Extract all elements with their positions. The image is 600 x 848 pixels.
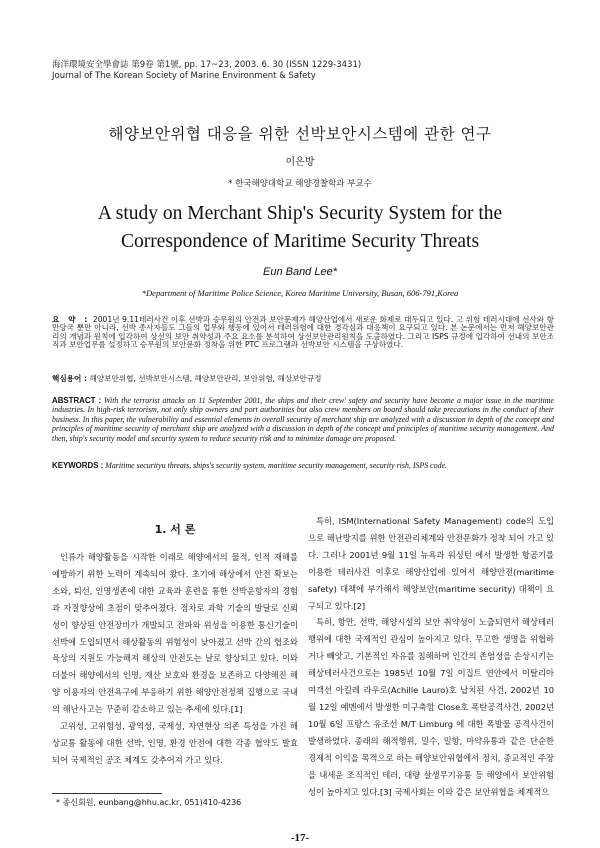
footnote-author-contact: * 종신회원, eunbang@hhu.ac.kr, 051)410-4236: [56, 798, 242, 807]
abstract-english-text: With the terrorist attacks on 11 September 2001, the ships and their crew' safety and security have become a major issue in the maritime industries. In high-risk terrorism, not only ship owners and port authorities but also crew members on board should take precautions in the conduct of their business. In this paper, the vulnerability and essential elements in overall security of merchant ship are analyzed with a discussion in depth of the concept and principles of maritime security of merchant ship are analyzed with a discussion in depth of the concept and principles of maritime security management. And then, ship's security model and security system to reduce security risk and to minimize damage are proposed.: [52, 396, 554, 443]
journal-header: [52, 60, 361, 82]
keywords-korean-text: 해양보안위협, 선박보안시스템, 해양보안관리, 보안위험, 해상보안규정: [89, 374, 322, 383]
body-paragraph: 특히, ISM(International Safety Management) code의 도입으로 해난방지를 위한 안전관리체계와 안전문화가 정착 되어 가고 있다. 그러나 2001년 9월 11일 뉴욕과 워싱턴 에서 발생한 항공기를 이용한 테러사건 이후로 해양산업에 있어서 해양안전(maritime safety) 대책에 부가해서 해양보안(maritime security) 대책이 요구되고 있다.[2]: [308, 516, 554, 611]
abstract-korean-text: 2001년 9.11테러사건 이후 선박과 승무원의 안전과 보안문제가 해양산업에서 새로운 화제로 대두되고 있다. 고 위험 테러시대에 선사와 항만당국 뿐만 아니라, 선박 종사자들도 그들의 업무와 행동에 있어서 테러위험에 대한 경각심과 대응책이 요구되고 있다. 본 논문에서는 먼저 해양보안관리의 개념과 원칙에 입각하여 상선의 보안 취약성과 주요 요소를 분석하여 상선보안관리원칙을 도출하였다. 그리고 ISPS 규정에 입각하여 선내의 보안조직과 보안업무를 설정하고 승무원의 보안문화 정착을 위한 PTC 프로그램과 선박보안 시스템을 구상하였다.: [52, 315, 554, 350]
affiliation-korean: * 한국해양대학교 해양경찰학과 부교수: [228, 179, 372, 189]
author-korean: 이은방: [285, 157, 315, 168]
body-column-left: [52, 549, 298, 769]
journal-name: Journal of The Korean Society of Marine Environment & Safety: [52, 71, 316, 81]
body-paragraph: 특히, 항만, 선박, 해양시설의 보안 취약성이 노출되면서 해상테러행위에 대한 국제적인 관심이 높아지고 있다. 무고한 생명을 위협하거나 빼앗고, 기본적인 자유를 침해하며 인간의 존엄성을 손상시키는 해상테러사건으로는 1985년 10월 7일 이집트 연안에서 이탈리아 여객선 아킬레 라우로(Achille Lauro)호 납치된 사건, 2002년 10월 12일 예멘에서 발생한 미구축함 Close호 폭탄공격사건, 2002년 10월 6일 프랑스 유조선 M/T Limburg 에 대한 폭발물 공격사건이 발생하였다. 종래의 해적행위, 밀수, 밀항, 마약유통과 같은 단순한 경제적 이익을 목적으로 하는 해양보안위협에서 정치, 종교적인 주장을 내세운 조직적인 테러, 대량 살생무기유통 등 해양에서 보안위험성이 높아지고 있다.[3] 국제사회는 이와 같은 보안위협을 체계적으: [308, 617, 554, 797]
body-column-right: [308, 513, 554, 800]
keywords-english-text: Maritime securityu threats, ships's security system, maritime security management, security rish, ISPS code.: [105, 461, 448, 470]
footnote-divider: [52, 793, 162, 794]
abstract-korean: [52, 316, 554, 350]
section-heading-introduction: 1. 서 론: [154, 523, 196, 536]
title-english: [0, 200, 600, 256]
keywords-english-label: KEYWORDS :: [52, 461, 104, 470]
abstract-korean-label: 요 약 :: [52, 315, 91, 324]
title-korean: 해양보안위협 대응을 위한 선박보안시스템에 관한 연구: [108, 125, 492, 143]
title-english-line2: Correspondence of Maritime Security Threats: [120, 231, 480, 252]
body-paragraph: 고위성, 고위험성, 광역성, 국제성, 자연현상 의존 특성을 가진 해상교통 활동에 대한 선박, 인명, 환경 안전에 대한 각종 협약도 발효되어 국제적인 공조 체계도 갖추어져 가고 있다.: [52, 721, 298, 765]
affiliation-english: *Department of Maritime Police Science, Korea Maritime University, Busan, 606-791,Korea: [141, 288, 459, 298]
author-english: Eun Band Lee*: [262, 266, 337, 278]
title-english-line1: A study on Merchant Ship's Security System for the: [97, 203, 503, 224]
page-number: -17-: [290, 832, 310, 844]
journal-citation: 海洋環境安全學會誌 第9卷 第1號, pp. 17~23, 2003. 6. 30 (ISSN 1229-3431): [52, 60, 362, 70]
keywords-korean-label: 핵심용어 :: [52, 374, 88, 383]
abstract-english: [52, 396, 554, 443]
keywords-english: [52, 461, 554, 470]
body-paragraph: 인류가 해양활동을 시작한 이래로 해양에서의 물적, 인적 재해를 예방하기 위한 노력이 계속되어 왔다. 초기에 해상에서 안전 확보는 소와, 퇴선, 인명생존에 대한 교육과 훈련을 통한 선박운항자의 경험과 자질향상에 초점이 맞추어졌다. 점차로 과학 기술의 발달로 신뢰성이 향상된 안전장비가 개발되고 전파와 위성을 이용한 통신기술이 선박에 도입되면서 해상활동의 위험성이 낮아졌고 선박 간의 협조와 육상의 지원도 가능해져 해상의 안전도는 날로 향상되고 있다. 이와 더불어 해양에서의 인명, 재산 보호와 환경을 보존하고 다양해진 해양 이용자의 안전욕구에 부응하기 위한 해양안전정책 집행으로 국내의 해난사고는 꾸준히 감소하고 있는 추세에 있다.[1]: [52, 552, 298, 715]
keywords-korean: [52, 373, 554, 384]
abstract-english-label: ABSTRACT :: [52, 396, 102, 405]
